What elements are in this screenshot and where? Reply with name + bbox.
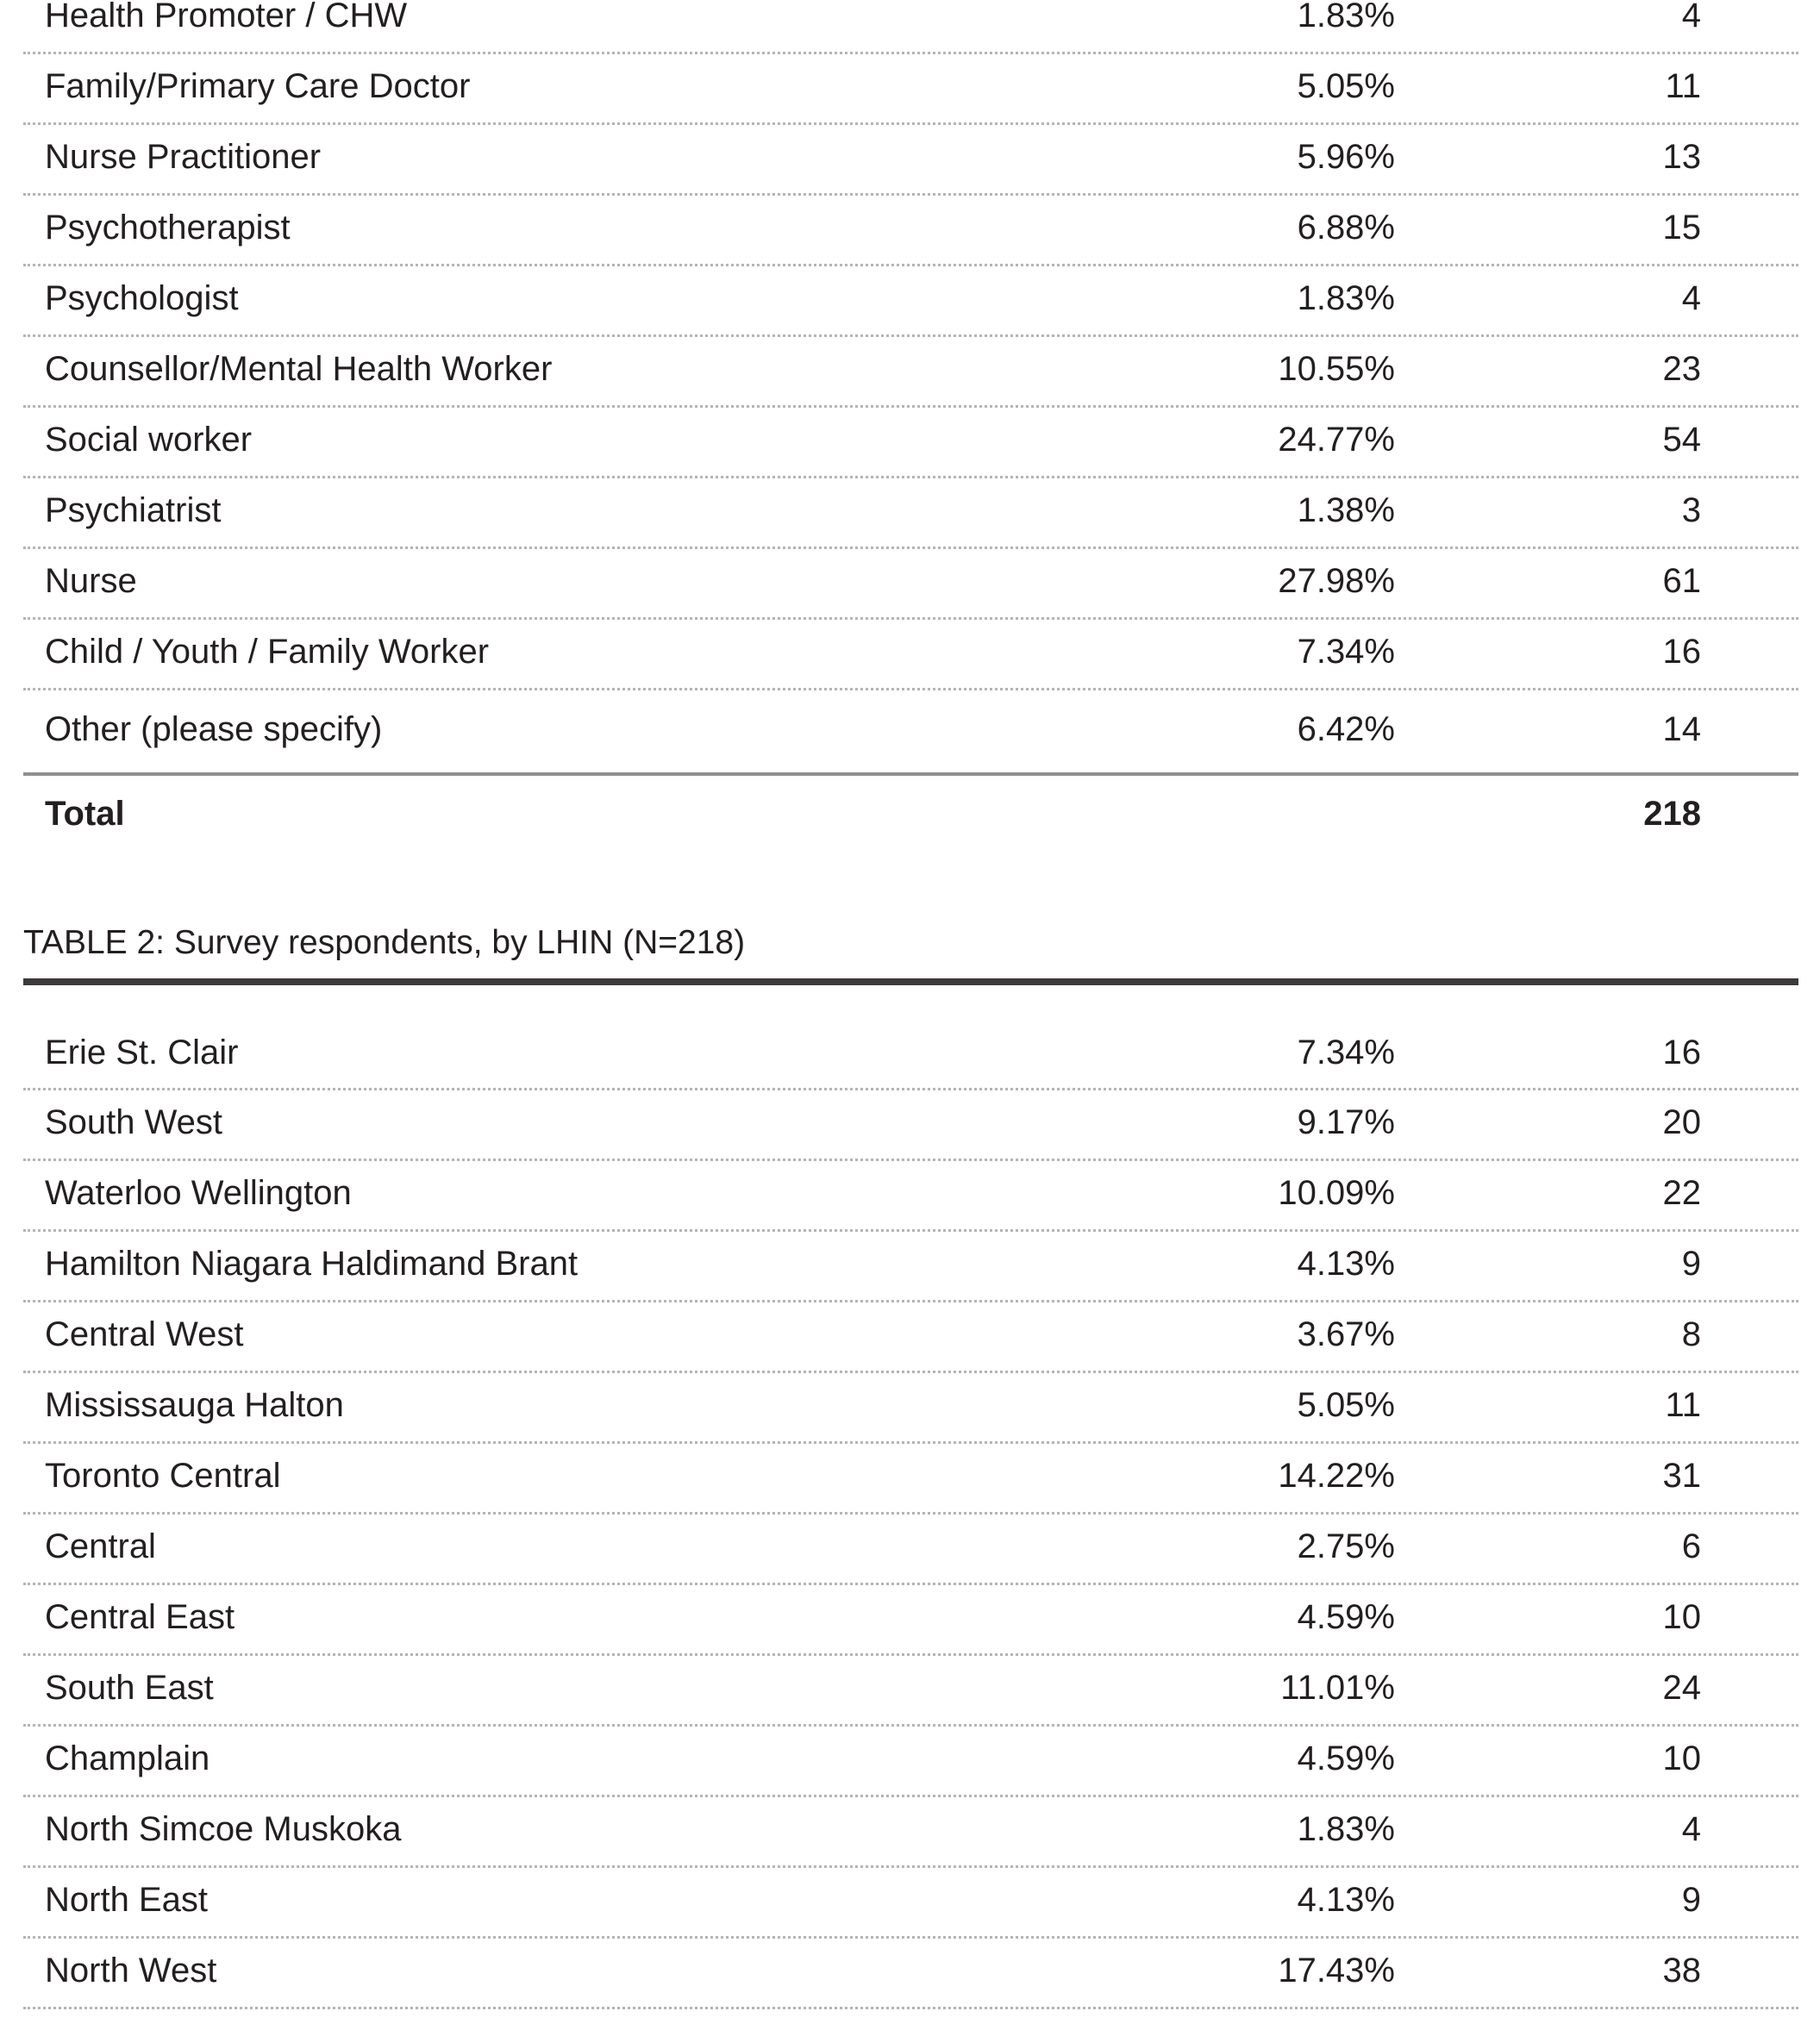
row-percent: 1.83% — [1297, 0, 1395, 34]
row-percent: 4.59% — [1297, 1739, 1395, 1777]
row-label: Social worker — [45, 420, 253, 459]
row-count: 23 — [1662, 349, 1701, 388]
row-count: 20 — [1662, 1102, 1701, 1141]
table-row — [23, 478, 1798, 549]
row-percent: 3.67% — [1297, 1315, 1395, 1353]
table-1-total-row — [23, 776, 1798, 857]
table-row — [23, 1585, 1798, 1656]
row-percent: 6.88% — [1297, 208, 1395, 247]
table-row — [23, 1939, 1798, 2009]
table-row — [23, 1515, 1798, 1585]
row-label: Psychologist — [45, 278, 239, 317]
table-2-title-rule — [23, 978, 1798, 985]
total-label: Total — [45, 794, 125, 833]
table-row — [23, 1373, 1798, 1444]
row-percent: 9.17% — [1297, 1102, 1395, 1141]
row-label: Mississauga Halton — [45, 1385, 344, 1424]
row-label: North West — [45, 1951, 217, 1989]
row-count: 13 — [1662, 137, 1701, 176]
row-percent: 1.83% — [1297, 1809, 1395, 1848]
row-label: Nurse Practitioner — [45, 137, 322, 176]
row-percent: 5.05% — [1297, 66, 1395, 105]
row-count: 9 — [1681, 1244, 1701, 1283]
table-row — [23, 690, 1798, 772]
document-page — [23, 0, 1798, 2009]
row-percent: 24.77% — [1278, 420, 1395, 459]
row-label: North Simcoe Muskoka — [45, 1809, 402, 1848]
table-row — [23, 1727, 1798, 1797]
table-row — [23, 1161, 1798, 1232]
row-percent: 27.98% — [1278, 561, 1395, 600]
table-1-respondents-by-profession — [23, 0, 1798, 857]
table-row — [23, 1444, 1798, 1515]
row-count: 4 — [1681, 278, 1701, 317]
row-percent: 4.13% — [1297, 1880, 1395, 1919]
row-label: Counsellor/Mental Health Worker — [45, 349, 553, 388]
row-label: Toronto Central — [45, 1456, 281, 1495]
row-label: Champlain — [45, 1739, 210, 1777]
table-row — [23, 54, 1798, 125]
table-row — [23, 549, 1798, 620]
table-row — [23, 408, 1798, 478]
row-label: Other (please specify) — [45, 709, 383, 748]
row-count: 4 — [1681, 0, 1701, 34]
row-count: 11 — [1665, 1385, 1701, 1424]
row-count: 16 — [1662, 1033, 1701, 1071]
row-percent: 7.34% — [1297, 1033, 1395, 1071]
table-row — [23, 1656, 1798, 1727]
row-count: 54 — [1662, 420, 1701, 459]
row-percent: 4.13% — [1297, 1244, 1395, 1283]
row-count: 14 — [1662, 709, 1701, 748]
table-row — [23, 1797, 1798, 1868]
row-label: Erie St. Clair — [45, 1033, 239, 1071]
row-percent: 7.34% — [1297, 632, 1395, 671]
row-count: 3 — [1681, 490, 1701, 529]
row-label: Nurse — [45, 561, 137, 600]
row-percent: 5.05% — [1297, 1385, 1395, 1424]
row-percent: 10.55% — [1278, 349, 1395, 388]
row-count: 10 — [1662, 1739, 1701, 1777]
row-label: Waterloo Wellington — [45, 1173, 352, 1212]
table-2-respondents-by-lhin — [23, 926, 1798, 2009]
row-percent: 11.01% — [1280, 1668, 1395, 1707]
row-count: 10 — [1662, 1597, 1701, 1636]
table-row — [23, 196, 1798, 266]
table-row — [23, 620, 1798, 690]
row-count: 16 — [1662, 632, 1701, 671]
table-row — [23, 1232, 1798, 1302]
row-label: Central — [45, 1527, 156, 1565]
row-count: 22 — [1662, 1173, 1701, 1212]
table-row — [23, 266, 1798, 337]
row-percent: 6.42% — [1297, 709, 1395, 748]
row-count: 9 — [1681, 1880, 1701, 1919]
row-count: 24 — [1662, 1668, 1701, 1707]
row-percent: 4.59% — [1297, 1597, 1395, 1636]
row-label: Health Promoter / CHW — [45, 0, 408, 34]
table-row — [23, 1302, 1798, 1373]
table-2-title: TABLE 2: Survey respondents, by LHIN (N=218) — [23, 924, 746, 961]
table-row — [23, 0, 1798, 54]
row-label: Central East — [45, 1597, 235, 1636]
row-label: South East — [45, 1668, 214, 1707]
row-label: Child / Youth / Family Worker — [45, 632, 490, 671]
table-row — [23, 1868, 1798, 1939]
row-label: Family/Primary Care Doctor — [45, 66, 471, 105]
total-count: 218 — [1643, 794, 1701, 833]
row-percent: 5.96% — [1297, 137, 1395, 176]
row-percent: 1.83% — [1297, 278, 1395, 317]
row-count: 11 — [1665, 66, 1701, 105]
row-label: Psychiatrist — [45, 490, 222, 529]
row-label: Central West — [45, 1315, 244, 1353]
row-percent: 17.43% — [1278, 1951, 1395, 1989]
row-count: 4 — [1681, 1809, 1701, 1848]
row-count: 38 — [1662, 1951, 1701, 1989]
row-label: South West — [45, 1102, 223, 1141]
table-row — [23, 125, 1798, 196]
table-row — [23, 1090, 1798, 1161]
row-percent: 1.38% — [1297, 490, 1395, 529]
row-percent: 2.75% — [1297, 1527, 1395, 1565]
row-count: 8 — [1681, 1315, 1701, 1353]
row-percent: 14.22% — [1278, 1456, 1395, 1495]
row-count: 15 — [1662, 208, 1701, 247]
table-row — [23, 337, 1798, 408]
row-count: 6 — [1681, 1527, 1701, 1565]
row-count: 31 — [1662, 1456, 1701, 1495]
row-label: North East — [45, 1880, 208, 1919]
row-label: Hamilton Niagara Haldimand Brant — [45, 1244, 579, 1283]
row-count: 61 — [1662, 561, 1701, 600]
table-row — [23, 1021, 1798, 1090]
row-percent: 10.09% — [1278, 1173, 1395, 1212]
row-label: Psychotherapist — [45, 208, 291, 247]
